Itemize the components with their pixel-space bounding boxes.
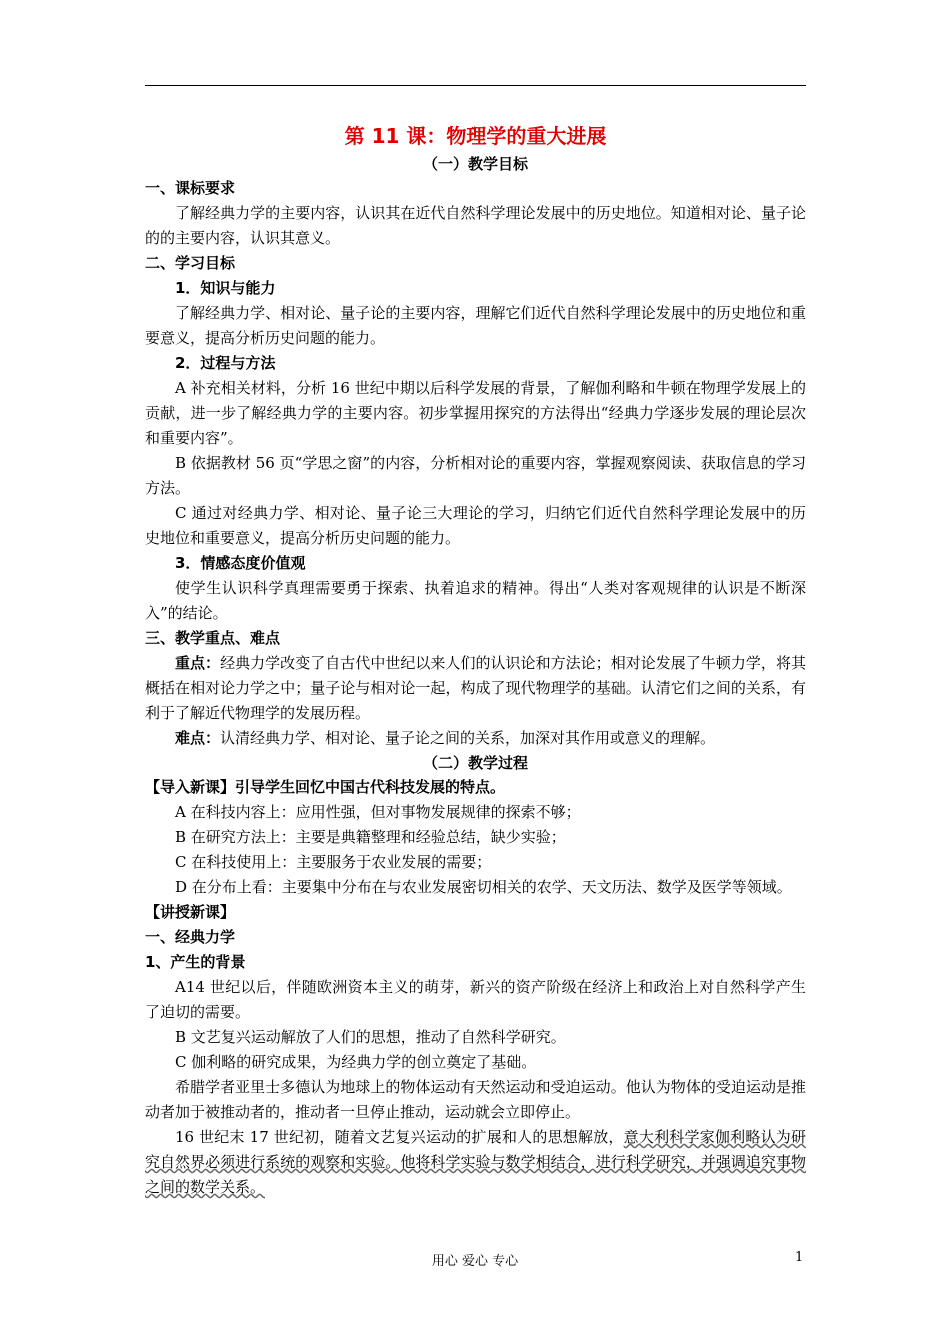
page-footer: 用心 爱心 专心 xyxy=(431,1254,519,1269)
heading-intro: 【导入新课】引导学生回忆中国古代科技发展的特点。 xyxy=(145,778,506,796)
paragraph: B 文艺复兴运动解放了人们的思想，推动了自然科学研究。 xyxy=(175,1028,566,1046)
subheading: 3．情感态度价值观 xyxy=(175,554,306,572)
paragraph: 了解经典力学、相对论、量子论的主要内容，理解它们近代自然科学理论发展中的历史地位和重要意义，提高分析历史问题的能力。 xyxy=(145,304,806,347)
heading-classical-mechanics: 一、经典力学 xyxy=(145,928,236,946)
text-run: 16 世纪末 17 世纪初，随着文艺复兴运动的扩展和人的思想解放， xyxy=(175,1128,624,1146)
paragraph: 了解经典力学的主要内容，认识其在近代自然科学理论发展中的历史地位。知道相对论、量子论的的主要内容，认识其意义。 xyxy=(145,204,806,247)
paragraph: 希腊学者亚里士多德认为地球上的物体运动有天然运动和受迫运动。他认为物体的受迫运动是推动者加于被推动者的，推动者一旦停止推动，运动就会立即停止。 xyxy=(145,1078,806,1121)
paragraph xyxy=(145,1125,806,1200)
subheading: 1．知识与能力 xyxy=(175,279,276,297)
heading-key-points: 三、教学重点、难点 xyxy=(145,629,281,647)
header-rule xyxy=(145,85,806,86)
section-teaching-goals: （一）教学目标 xyxy=(422,155,528,173)
section-teaching-process: （二）教学过程 xyxy=(422,754,528,772)
subheading: 2．过程与方法 xyxy=(175,354,276,372)
paragraph-key xyxy=(145,651,806,726)
underlined-text: 意大利科学家伽利略认为研究自然界必须进行系统的观察和实验。他将科学实验与数学相结合，进行科学研究，并强调追究事物之间的数学关系。 xyxy=(145,1128,806,1196)
paragraph: B 在研究方法上：主要是典籍整理和经验总结，缺少实验； xyxy=(175,828,566,846)
paragraph-difficulty xyxy=(145,726,806,751)
paragraph: A 在科技内容上：应用性强，但对事物发展规律的探索不够； xyxy=(175,803,581,821)
difficulty-label: 难点： xyxy=(175,729,221,747)
paragraph: C 伽利略的研究成果，为经典力学的创立奠定了基础。 xyxy=(175,1053,537,1071)
key-text: 经典力学改变了自古代中世纪以来人们的认识论和方法论；相对论发展了牛顿力学，将其概括在相对论力学之中；量子论与相对论一起，构成了现代物理学的基础。认清它们之间的关系，有利于了解近代物理学的发展历程。 xyxy=(145,654,806,722)
heading-background: 1、产生的背景 xyxy=(145,953,246,971)
paragraph: D 在分布上看：主要集中分布在与农业发展密切相关的农学、天文历法、数学及医学等领域。 xyxy=(175,878,792,896)
paragraph: A14 世纪以后，伴随欧洲资本主义的萌芽，新兴的资产阶级在经济上和政治上对自然科学产生了迫切的需要。 xyxy=(145,978,806,1021)
heading-learning-goals: 二、学习目标 xyxy=(145,254,236,272)
heading-curriculum: 一、课标要求 xyxy=(145,179,236,197)
document-body xyxy=(145,120,806,1200)
paragraph: C 在科技使用上：主要服务于农业发展的需要； xyxy=(175,853,492,871)
paragraph: 使学生认识科学真理需要勇于探索、执着追求的精神。得出“人类对客观规律的认识是不断深入”的结论。 xyxy=(145,579,806,622)
page-number: 1 xyxy=(795,1250,804,1265)
heading-new-lesson: 【讲授新课】 xyxy=(145,903,236,921)
paragraph: C 通过对经典力学、相对论、量子论三大理论的学习，归纳它们近代自然科学理论发展中的历史地位和重要意义，提高分析历史问题的能力。 xyxy=(145,504,806,547)
lesson-title: 第 11 课：物理学的重大进展 xyxy=(344,124,607,148)
difficulty-text: 认清经典力学、相对论、量子论之间的关系，加深对其作用或意义的理解。 xyxy=(220,729,716,747)
key-label: 重点： xyxy=(175,654,221,672)
paragraph: B 依据教材 56 页“学思之窗”的内容，分析相对论的重要内容，掌握观察阅读、获取信息的学习方法。 xyxy=(145,454,806,497)
paragraph: A 补充相关材料，分析 16 世纪中期以后科学发展的背景，了解伽利略和牛顿在物理学发展上的贡献，进一步了解经典力学的主要内容。初步掌握用探究的方法得出“经典力学逐步发展的理论层次和重要内容”。 xyxy=(145,379,806,447)
